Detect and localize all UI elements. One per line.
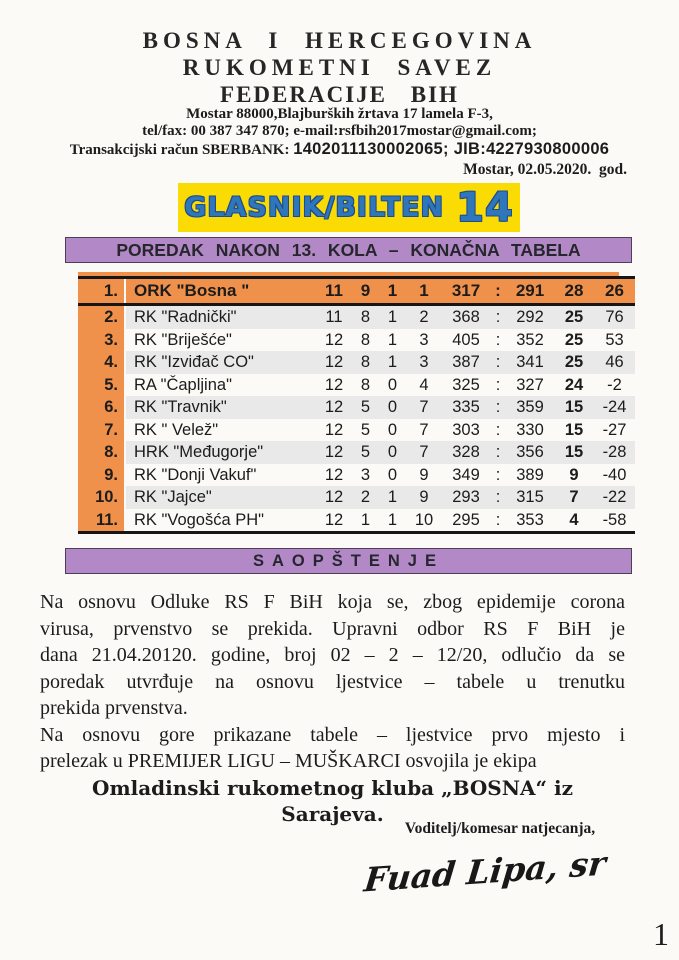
standings-cell-colon: : xyxy=(495,510,501,529)
standings-cell-gf: 295 xyxy=(452,510,480,529)
standings-cell-ga: 291 xyxy=(506,278,554,305)
standings-cell-rank: 5. xyxy=(78,374,125,397)
standings-cell-diff: -2 xyxy=(607,375,622,394)
standings-cell-diff: -28 xyxy=(594,441,635,464)
standings-body xyxy=(78,278,635,533)
standings-cell-l: 7 xyxy=(406,396,442,419)
standings-cell-rank: 1. xyxy=(78,278,125,305)
standings-cell-ga: 353 xyxy=(516,510,544,529)
standings-cell-gf: 328 xyxy=(442,441,490,464)
standings-cell-pts: 24 xyxy=(564,375,584,394)
standings-cell-gf: 293 xyxy=(442,486,490,509)
standings-grid xyxy=(78,276,635,534)
standings-cell-club: RK "Vogošća PH" xyxy=(134,510,265,529)
standings-cell-ga: 327 xyxy=(516,375,544,394)
standings-row xyxy=(78,305,635,329)
org-name-line-3: FEDERACIJE BIH xyxy=(220,82,459,107)
standings-cell-l: 3 xyxy=(419,330,429,349)
standings-cell-club: RK " Velež" xyxy=(134,420,219,439)
standings-row-champion xyxy=(78,278,635,305)
bulletin-number: 14 xyxy=(456,184,514,231)
standings-row xyxy=(78,329,635,352)
standings-cell-rank: 8. xyxy=(78,441,125,464)
standings-cell-club: RK "Jajce" xyxy=(125,486,316,509)
standings-cell-gf: 368 xyxy=(442,305,490,329)
standings-cell-rank: 9. xyxy=(78,464,125,487)
account-number: 1402011130002065; JIB:4227930800006 xyxy=(293,140,610,158)
standings-cell-d: 0 xyxy=(387,375,398,394)
standings-cell-colon: : xyxy=(495,330,501,349)
standings-cell-diff: -24 xyxy=(594,396,635,419)
standings-cell-rank: 2. xyxy=(78,305,125,329)
standings-cell-ga: 292 xyxy=(506,305,554,329)
standings-cell-pts: 15 xyxy=(554,396,594,419)
standings-cell-diff: -27 xyxy=(602,420,627,439)
signature-role: Voditelj/komesar natjecanja, xyxy=(404,820,596,837)
standings-cell-l: 9 xyxy=(419,465,429,484)
standings-cell-l: 9 xyxy=(406,486,442,509)
standings-cell-pts: 15 xyxy=(554,441,594,464)
standings-cell-club: RK "Radnički" xyxy=(125,305,316,329)
standings-cell-gf: 317 xyxy=(442,278,490,305)
standings-cell-club: RK "Donji Vakuf" xyxy=(134,465,257,484)
standings-cell-diff: -22 xyxy=(594,486,635,509)
standings-cell-ga: 341 xyxy=(506,351,554,374)
contact-line: tel/fax: 00 387 347 870; e-mail:rsfbih2017mostar@gmail.com; xyxy=(142,123,537,139)
standings-cell-colon: : xyxy=(495,420,501,439)
standings-cell-ga: 356 xyxy=(506,441,554,464)
standings-cell-pts: 25 xyxy=(554,351,594,374)
announcement-line: prelezak u PREMIJER LIGU – MUŠKARCI osvojila je ekipa xyxy=(40,750,537,772)
announcement-line: Na osnovu gore prikazane tabele – ljestvice prvo mjesto i xyxy=(40,723,625,746)
standings-row xyxy=(78,509,635,533)
standings-banner xyxy=(65,237,632,263)
account-line xyxy=(0,140,679,159)
standings-cell-w: 8 xyxy=(360,330,371,349)
standings-cell-diff: -58 xyxy=(602,510,627,529)
standings-cell-l: 3 xyxy=(406,351,442,374)
standings-cell-gf: 335 xyxy=(442,396,490,419)
standings-cell-w: 8 xyxy=(352,305,379,329)
standings-cell-d: 1 xyxy=(379,486,406,509)
page-number: 1 xyxy=(653,916,669,952)
standings-cell-d: 0 xyxy=(379,441,406,464)
standings-cell-ga: 352 xyxy=(516,330,544,349)
standings-cell-pts: 25 xyxy=(554,305,594,329)
standings-cell-club: RK "Izviđač CO" xyxy=(125,351,316,374)
standings-cell-l: 2 xyxy=(406,305,442,329)
announcement-line: Omladinski rukometnog kluba „BOSNA“ iz xyxy=(92,775,573,800)
standings-cell-pts: 9 xyxy=(569,465,579,484)
announcement-text xyxy=(40,589,625,828)
announcement-banner-text: SAOPŠTENJE xyxy=(253,551,444,570)
standings-cell-diff: 46 xyxy=(594,351,635,374)
standings-banner-text: POREDAK NAKON 13. KOLA – KONAČNA TABELA xyxy=(116,239,581,260)
standings-cell-rank: 10. xyxy=(78,486,125,509)
standings-cell-w: 9 xyxy=(352,278,379,305)
standings-cell-gf: 303 xyxy=(452,420,480,439)
standings-cell-w: 2 xyxy=(352,486,379,509)
standings-cell-l: 10 xyxy=(414,510,434,529)
standings-row xyxy=(78,374,635,397)
standings-cell-w: 8 xyxy=(360,375,371,394)
standings-cell-colon: : xyxy=(490,351,506,374)
standings-cell-gp: 12 xyxy=(324,465,344,484)
standings-cell-pts: 4 xyxy=(569,510,579,529)
standings-cell-gp: 12 xyxy=(324,420,344,439)
org-name-line-2: RUKOMETNI SAVEZ xyxy=(182,55,497,80)
standings-cell-l: 1 xyxy=(406,278,442,305)
standings-row xyxy=(78,464,635,487)
standings-cell-rank: 7. xyxy=(78,419,125,442)
announcement-line: poredak utvrđuje na osnovu ljestvice – tabele u trenutku xyxy=(40,670,625,693)
standings-cell-l: 7 xyxy=(419,420,429,439)
standings-cell-d: 1 xyxy=(379,278,406,305)
account-label: Transakcijski račun SBERBANK: xyxy=(69,142,294,158)
standings-cell-colon: : xyxy=(490,396,506,419)
standings-cell-d: 1 xyxy=(387,330,398,349)
standings-cell-colon: : xyxy=(490,305,506,329)
standings-cell-club: ORK "Bosna " xyxy=(125,278,316,305)
standings-cell-gf: 387 xyxy=(442,351,490,374)
standings-cell-gp: 12 xyxy=(324,375,344,394)
standings-row xyxy=(78,351,635,374)
standings-row xyxy=(78,396,635,419)
standings-cell-diff: 26 xyxy=(594,278,635,305)
standings-cell-l: 4 xyxy=(419,375,429,394)
standings-row xyxy=(78,486,635,509)
standings-cell-ga: 330 xyxy=(516,420,544,439)
standings-cell-d: 0 xyxy=(379,396,406,419)
standings-row xyxy=(78,441,635,464)
standings-cell-gp: 11 xyxy=(316,305,352,329)
address-line: Mostar 88000,Blajburških žrtava 17 lamela F-3, xyxy=(186,106,493,122)
standings-cell-colon: : xyxy=(495,465,501,484)
standings-cell-gp: 12 xyxy=(316,351,352,374)
standings-cell-colon: : xyxy=(490,278,506,305)
standings-cell-club: RK "Briješće" xyxy=(134,330,232,349)
bulletin-title: GLASNIK/BILTEN xyxy=(184,192,445,223)
standings-cell-gp: 12 xyxy=(316,486,352,509)
standings-cell-club: RA "Čapljina" xyxy=(134,375,232,394)
standings-cell-ga: 315 xyxy=(506,486,554,509)
standings-cell-w: 5 xyxy=(352,396,379,419)
standings-cell-colon: : xyxy=(490,441,506,464)
org-name-line-1: BOSNA I HERCEGOVINA xyxy=(142,28,537,53)
standings-cell-club: RK "Travnik" xyxy=(125,396,316,419)
standings-cell-rank: 4. xyxy=(78,351,125,374)
standings-cell-diff: 53 xyxy=(605,330,624,349)
announcement-banner xyxy=(65,548,632,574)
standings-cell-colon: : xyxy=(495,375,501,394)
standings-cell-gf: 405 xyxy=(452,330,480,349)
standings-cell-rank: 6. xyxy=(78,396,125,419)
signature-name: Fuad Lipa, sr xyxy=(362,843,608,900)
standings-cell-gp: 12 xyxy=(324,510,344,529)
standings-cell-gf: 349 xyxy=(452,465,480,484)
standings-cell-ga: 389 xyxy=(516,465,544,484)
standings-cell-gp: 12 xyxy=(316,396,352,419)
standings-row xyxy=(78,419,635,442)
announcement-line: virusa, prvenstvo se prekida. Upravni odbor RS F BiH je xyxy=(40,617,625,640)
standings-cell-pts: 7 xyxy=(554,486,594,509)
standings-cell-gp: 12 xyxy=(324,330,344,349)
standings-cell-d: 1 xyxy=(379,305,406,329)
date-line: Mostar, 02.05.2020. god. xyxy=(463,161,627,178)
standings-cell-w: 1 xyxy=(360,510,371,529)
standings-cell-diff: 76 xyxy=(594,305,635,329)
announcement-line: Sarajeva. xyxy=(281,802,384,826)
standings-cell-gf: 325 xyxy=(452,375,480,394)
standings-cell-w: 3 xyxy=(360,465,371,484)
announcement-line: Na osnovu Odluke RS F BiH koja se, zbog epidemije corona xyxy=(40,591,625,613)
standings-cell-d: 0 xyxy=(387,420,398,439)
standings-cell-w: 8 xyxy=(352,351,379,374)
standings-cell-w: 5 xyxy=(360,420,371,439)
standings-cell-d: 1 xyxy=(387,510,398,529)
standings-table xyxy=(78,272,627,534)
standings-cell-colon: : xyxy=(490,486,506,509)
standings-cell-d: 1 xyxy=(379,351,406,374)
standings-cell-l: 7 xyxy=(406,441,442,464)
standings-cell-diff: -40 xyxy=(602,465,627,484)
standings-cell-w: 5 xyxy=(352,441,379,464)
standings-cell-gp: 12 xyxy=(316,441,352,464)
standings-cell-ga: 359 xyxy=(506,396,554,419)
standings-cell-club: HRK "Međugorje" xyxy=(125,441,316,464)
standings-cell-pts: 28 xyxy=(554,278,594,305)
standings-cell-pts: 25 xyxy=(564,330,584,349)
standings-cell-pts: 15 xyxy=(564,420,584,439)
standings-cell-d: 0 xyxy=(387,465,398,484)
announcement-line: dana 21.04.20120. godine, broj 02 – 2 – 12/20, odlučio da se xyxy=(40,644,625,666)
standings-cell-gp: 11 xyxy=(316,278,352,305)
announcement-line: prekida prvenstva. xyxy=(40,697,188,719)
standings-cell-rank: 11. xyxy=(78,509,125,533)
standings-cell-rank: 3. xyxy=(78,329,125,352)
bulletin-title-box xyxy=(178,183,520,232)
